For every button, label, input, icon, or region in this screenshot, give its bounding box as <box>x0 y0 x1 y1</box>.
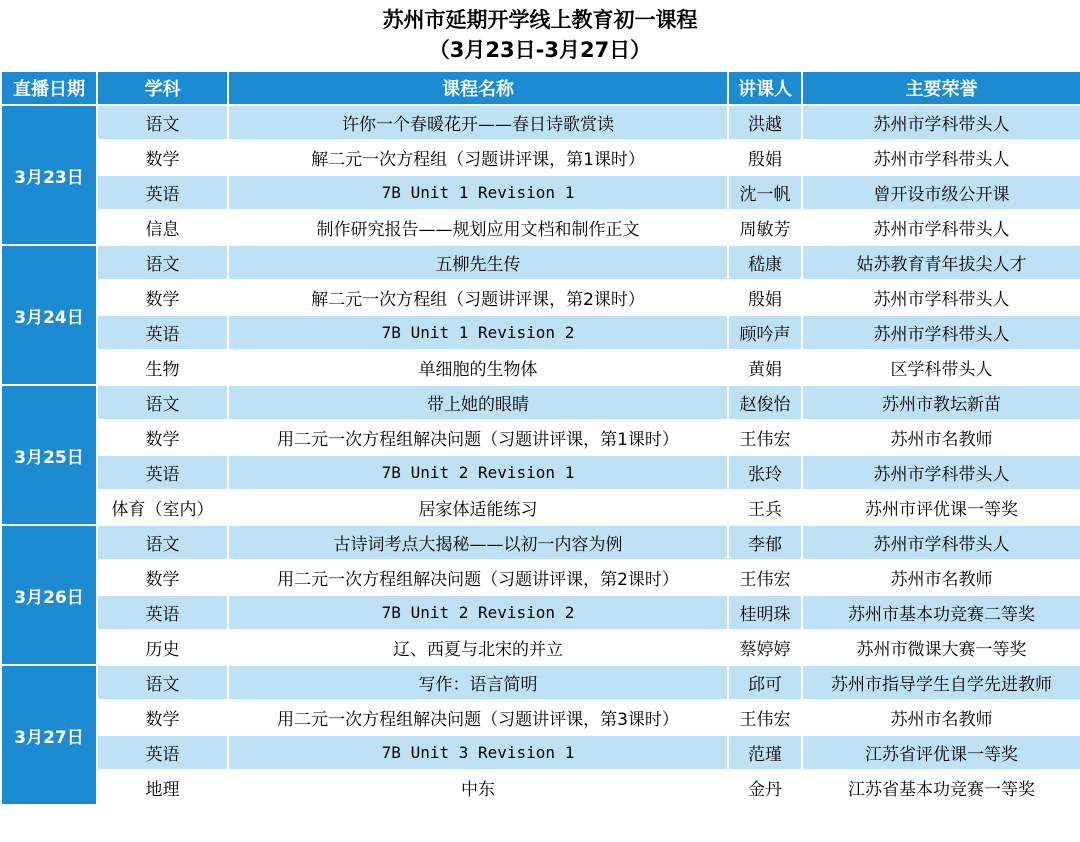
schedule-table <box>0 70 1080 806</box>
table-row <box>1 525 1080 560</box>
table-row <box>1 385 1080 420</box>
honor-cell: 苏州市学科带头人 <box>802 455 1080 490</box>
subject-cell: 语文 <box>97 385 228 420</box>
course-cell: 辽、西夏与北宋的并立 <box>228 630 728 665</box>
course-cell: 居家体适能练习 <box>228 490 728 525</box>
subject-cell: 英语 <box>97 455 228 490</box>
teacher-cell: 王伟宏 <box>728 560 802 595</box>
honor-cell: 苏州市名教师 <box>802 700 1080 735</box>
honor-cell: 苏州市指导学生自学先进教师 <box>802 665 1080 700</box>
subject-cell: 数学 <box>97 420 228 455</box>
honor-cell: 苏州市名教师 <box>802 560 1080 595</box>
table-row <box>1 210 1080 245</box>
subject-cell: 英语 <box>97 175 228 210</box>
subject-cell: 生物 <box>97 350 228 385</box>
subject-cell: 英语 <box>97 735 228 770</box>
table-row <box>1 560 1080 595</box>
honor-cell: 江苏省基本功竞赛一等奖 <box>802 770 1080 805</box>
subject-cell: 语文 <box>97 665 228 700</box>
course-cell: 7B Unit 1 Revision 1 <box>228 175 728 210</box>
subject-cell: 数学 <box>97 140 228 175</box>
subject-cell: 地理 <box>97 770 228 805</box>
table-row <box>1 735 1080 770</box>
teacher-cell: 张玲 <box>728 455 802 490</box>
course-cell: 许你一个春暖花开——春日诗歌赏读 <box>228 105 728 140</box>
course-cell: 用二元一次方程组解决问题（习题讲评课，第2课时） <box>228 560 728 595</box>
date-cell: 3月25日 <box>1 385 97 525</box>
teacher-cell: 王伟宏 <box>728 700 802 735</box>
honor-cell: 姑苏教育青年拔尖人才 <box>802 245 1080 280</box>
table-row <box>1 595 1080 630</box>
teacher-cell: 周敏芳 <box>728 210 802 245</box>
header-subject: 学科 <box>97 71 228 105</box>
teacher-cell: 桂明珠 <box>728 595 802 630</box>
course-cell: 7B Unit 3 Revision 1 <box>228 735 728 770</box>
page-title: 苏州市延期开学线上教育初一课程 <box>382 8 698 32</box>
header-date: 直播日期 <box>1 71 97 105</box>
table-row <box>1 665 1080 700</box>
header-honor: 主要荣誉 <box>802 71 1080 105</box>
schedule-body <box>1 105 1080 805</box>
subject-cell: 语文 <box>97 525 228 560</box>
course-cell: 五柳先生传 <box>228 245 728 280</box>
course-cell: 用二元一次方程组解决问题（习题讲评课，第1课时） <box>228 420 728 455</box>
teacher-cell: 黄娟 <box>728 350 802 385</box>
honor-cell: 苏州市学科带头人 <box>802 105 1080 140</box>
honor-cell: 苏州市学科带头人 <box>802 280 1080 315</box>
table-row <box>1 175 1080 210</box>
honor-cell: 江苏省评优课一等奖 <box>802 735 1080 770</box>
course-cell: 解二元一次方程组（习题讲评课，第2课时） <box>228 280 728 315</box>
course-cell: 带上她的眼睛 <box>228 385 728 420</box>
teacher-cell: 顾吟声 <box>728 315 802 350</box>
table-row <box>1 700 1080 735</box>
course-cell: 单细胞的生物体 <box>228 350 728 385</box>
course-cell: 解二元一次方程组（习题讲评课，第1课时） <box>228 140 728 175</box>
subject-cell: 英语 <box>97 315 228 350</box>
course-cell: 7B Unit 2 Revision 1 <box>228 455 728 490</box>
honor-cell: 苏州市学科带头人 <box>802 525 1080 560</box>
date-cell: 3月27日 <box>1 665 97 805</box>
subject-cell: 历史 <box>97 630 228 665</box>
teacher-cell: 殷娟 <box>728 280 802 315</box>
honor-cell: 苏州市基本功竞赛二等奖 <box>802 595 1080 630</box>
table-row <box>1 105 1080 140</box>
table-row <box>1 280 1080 315</box>
table-row <box>1 245 1080 280</box>
course-cell: 古诗词考点大揭秘——以初一内容为例 <box>228 525 728 560</box>
subject-cell: 体育（室内） <box>97 490 228 525</box>
teacher-cell: 蔡婷婷 <box>728 630 802 665</box>
table-row <box>1 420 1080 455</box>
date-cell: 3月24日 <box>1 245 97 385</box>
teacher-cell: 洪越 <box>728 105 802 140</box>
teacher-cell: 金丹 <box>728 770 802 805</box>
course-cell: 用二元一次方程组解决问题（习题讲评课，第3课时） <box>228 700 728 735</box>
subject-cell: 数学 <box>97 280 228 315</box>
date-cell: 3月26日 <box>1 525 97 665</box>
subject-cell: 数学 <box>97 700 228 735</box>
table-row <box>1 350 1080 385</box>
teacher-cell: 嵇康 <box>728 245 802 280</box>
teacher-cell: 赵俊怡 <box>728 385 802 420</box>
header-teacher: 讲课人 <box>728 71 802 105</box>
course-cell: 中东 <box>228 770 728 805</box>
honor-cell: 曾开设市级公开课 <box>802 175 1080 210</box>
subject-cell: 数学 <box>97 560 228 595</box>
table-row <box>1 315 1080 350</box>
page-subtitle-date-range: （3月23日-3月27日） <box>428 38 652 62</box>
teacher-cell: 王伟宏 <box>728 420 802 455</box>
honor-cell: 苏州市名教师 <box>802 420 1080 455</box>
teacher-cell: 沈一帆 <box>728 175 802 210</box>
honor-cell: 苏州市评优课一等奖 <box>802 490 1080 525</box>
subject-cell: 语文 <box>97 105 228 140</box>
honor-cell: 苏州市学科带头人 <box>802 315 1080 350</box>
teacher-cell: 殷娟 <box>728 140 802 175</box>
date-cell: 3月23日 <box>1 105 97 245</box>
teacher-cell: 王兵 <box>728 490 802 525</box>
honor-cell: 苏州市微课大赛一等奖 <box>802 630 1080 665</box>
honor-cell: 苏州市学科带头人 <box>802 140 1080 175</box>
teacher-cell: 邱可 <box>728 665 802 700</box>
table-row <box>1 630 1080 665</box>
header-row <box>1 71 1080 105</box>
header-course: 课程名称 <box>228 71 728 105</box>
table-row <box>1 490 1080 525</box>
teacher-cell: 范瑾 <box>728 735 802 770</box>
course-cell: 写作：语言简明 <box>228 665 728 700</box>
honor-cell: 区学科带头人 <box>802 350 1080 385</box>
table-row <box>1 770 1080 805</box>
honor-cell: 苏州市学科带头人 <box>802 210 1080 245</box>
title-block <box>0 0 1080 70</box>
subject-cell: 语文 <box>97 245 228 280</box>
course-cell: 制作研究报告——规划应用文档和制作正文 <box>228 210 728 245</box>
table-row <box>1 140 1080 175</box>
honor-cell: 苏州市教坛新苗 <box>802 385 1080 420</box>
course-cell: 7B Unit 1 Revision 2 <box>228 315 728 350</box>
course-cell: 7B Unit 2 Revision 2 <box>228 595 728 630</box>
teacher-cell: 李郁 <box>728 525 802 560</box>
table-row <box>1 455 1080 490</box>
subject-cell: 信息 <box>97 210 228 245</box>
subject-cell: 英语 <box>97 595 228 630</box>
